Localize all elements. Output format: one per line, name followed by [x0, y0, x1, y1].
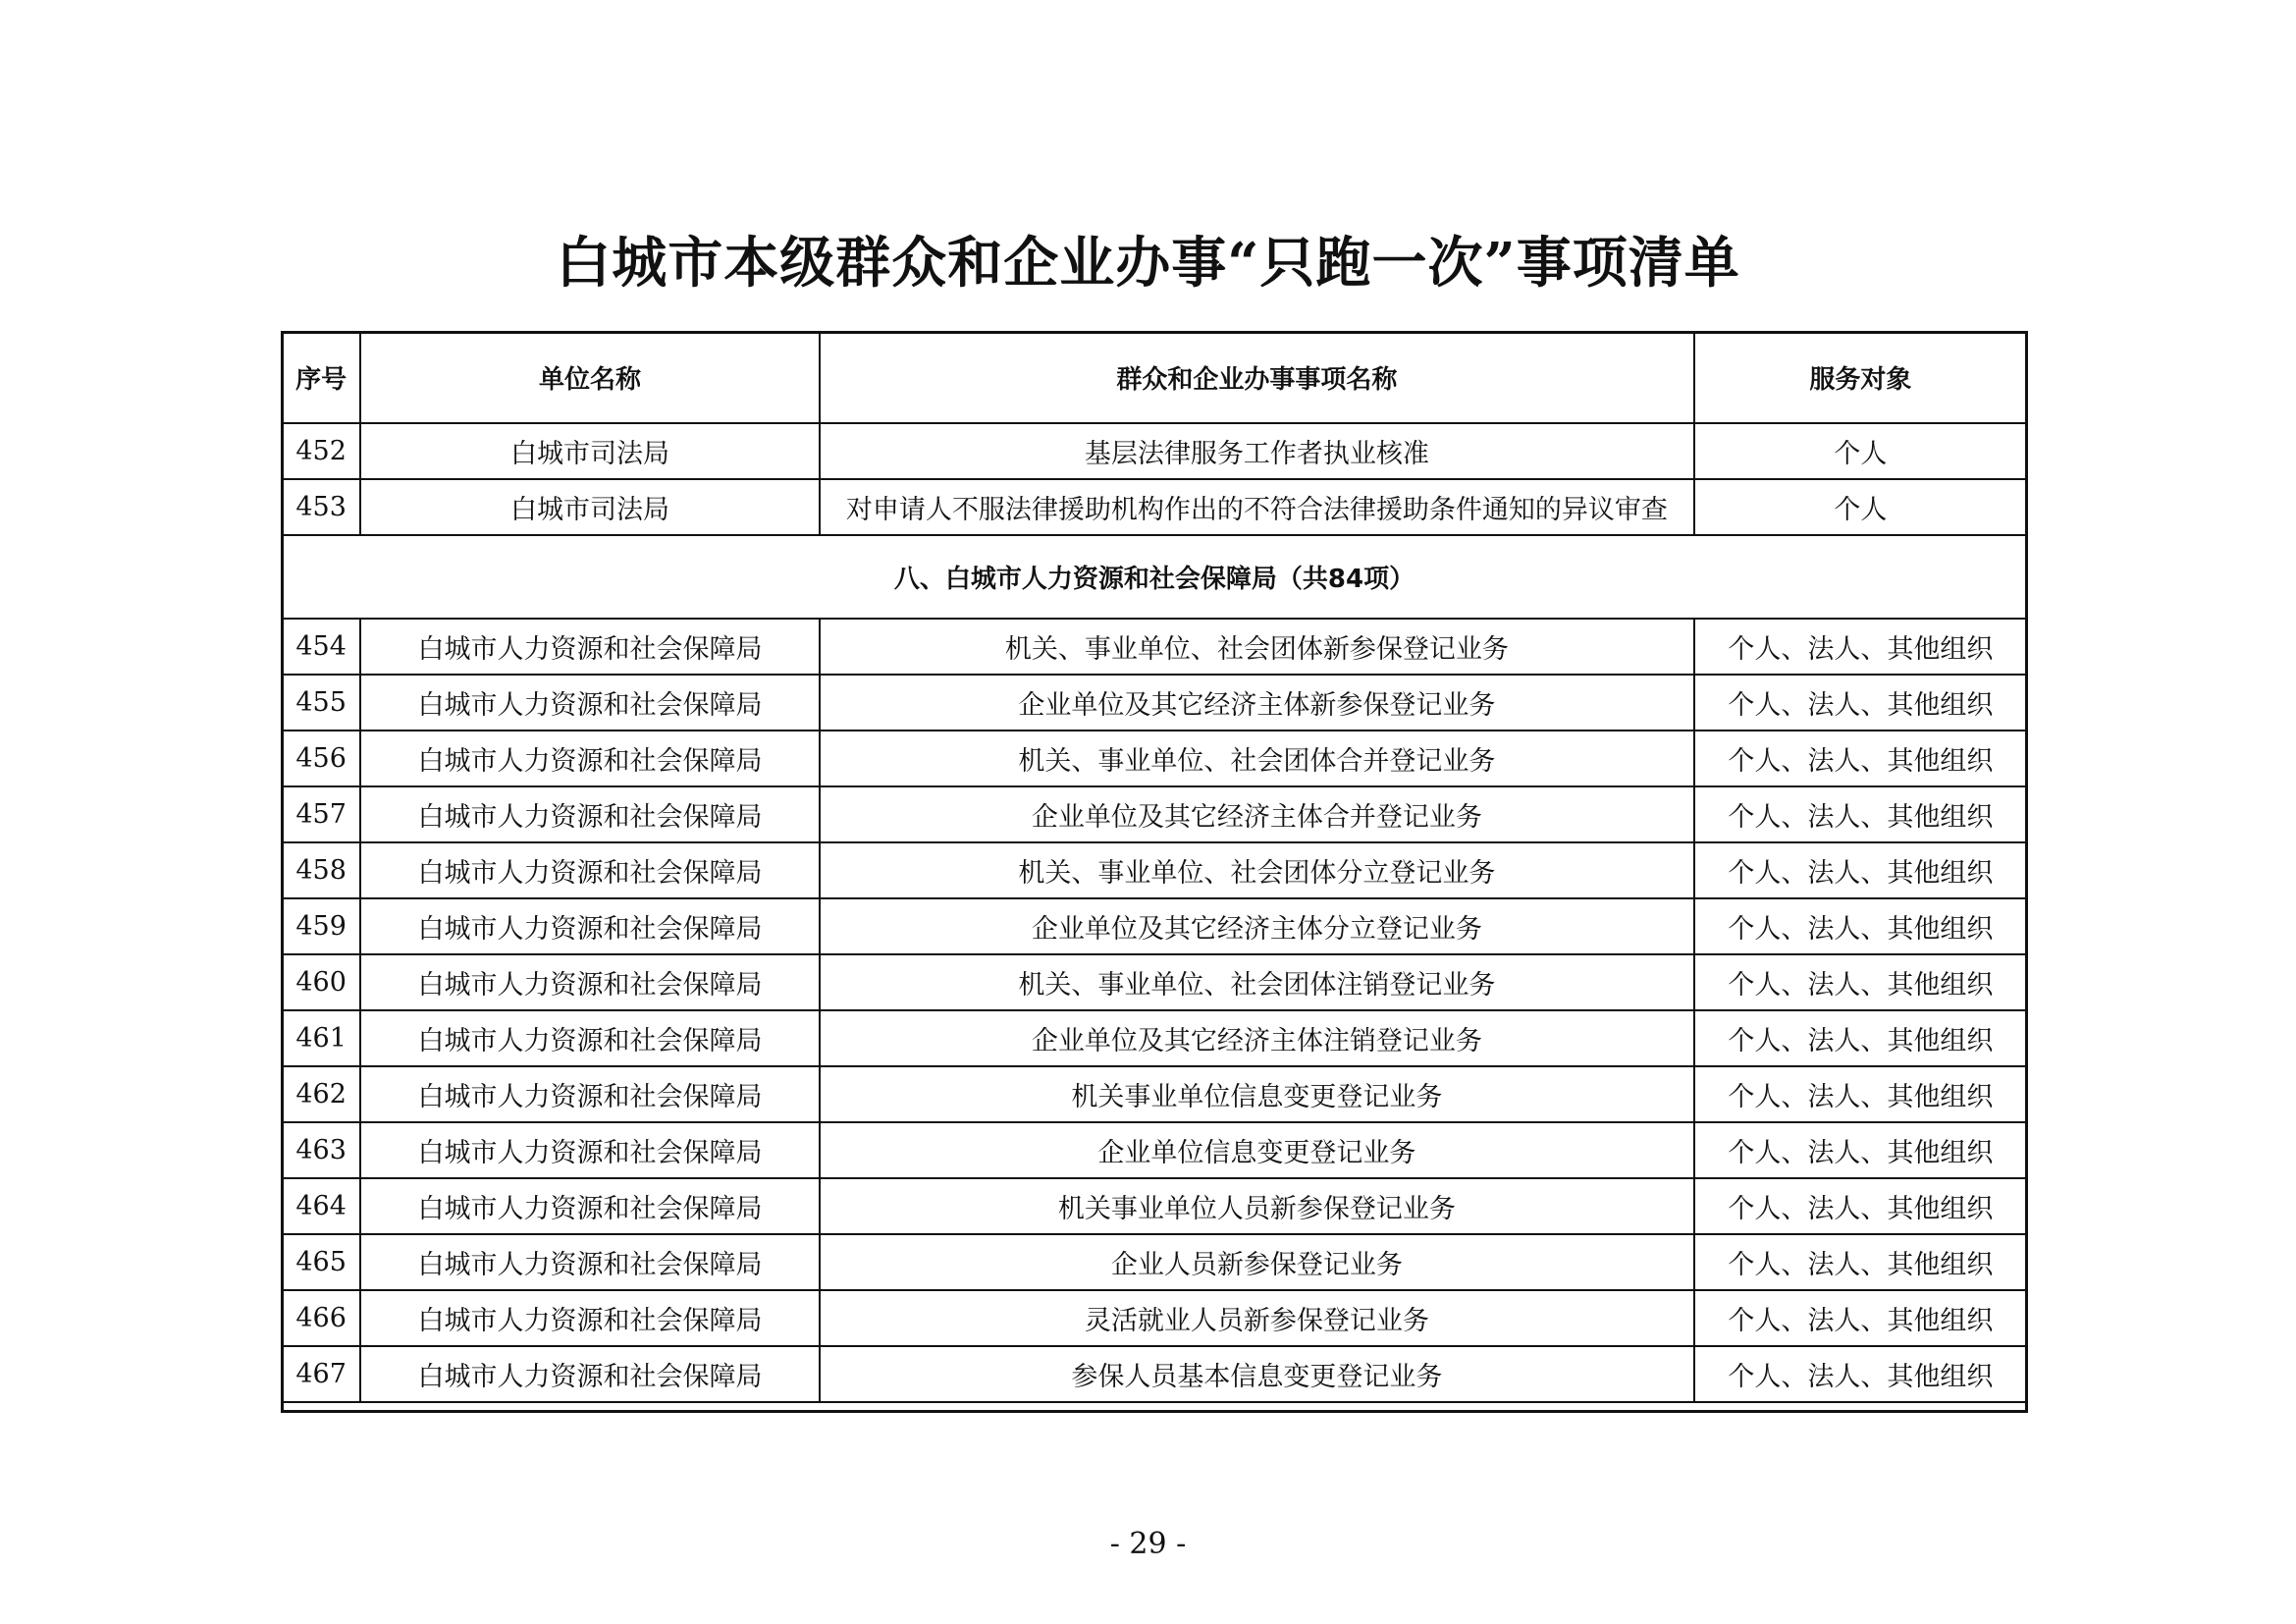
- cell-unit: 白城市人力资源和社会保障局: [360, 675, 820, 731]
- header-no: 序号: [282, 332, 360, 423]
- cell-no: 453: [282, 479, 360, 535]
- cell-target: 个人、法人、其他组织: [1694, 1346, 2027, 1402]
- cell-target: 个人、法人、其他组织: [1694, 1010, 2027, 1066]
- cell-no: 454: [282, 619, 360, 675]
- cell-target: 个人、法人、其他组织: [1694, 1234, 2027, 1290]
- cell-target: 个人、法人、其他组织: [1694, 786, 2027, 842]
- cell-item: 机关、事业单位、社会团体新参保登记业务: [820, 619, 1694, 675]
- cell-target: 个人、法人、其他组织: [1694, 1178, 2027, 1234]
- cell-target: 个人、法人、其他组织: [1694, 1290, 2027, 1346]
- cell-unit: 白城市人力资源和社会保障局: [360, 786, 820, 842]
- cell-unit: 白城市司法局: [360, 479, 820, 535]
- cell-target: 个人: [1694, 479, 2027, 535]
- table-row: [282, 675, 2027, 731]
- cell-item: 机关、事业单位、社会团体分立登记业务: [820, 842, 1694, 898]
- cell-target: 个人、法人、其他组织: [1694, 954, 2027, 1010]
- cell-target: 个人、法人、其他组织: [1694, 731, 2027, 786]
- table-row: [282, 1234, 2027, 1290]
- cell-item: 企业单位信息变更登记业务: [820, 1122, 1694, 1178]
- cell-target: 个人、法人、其他组织: [1694, 1122, 2027, 1178]
- table-row: [282, 1066, 2027, 1122]
- cell-target: 个人、法人、其他组织: [1694, 842, 2027, 898]
- cell-no: 458: [282, 842, 360, 898]
- page-title: 白城市本级群众和企业办事“只跑一次”事项清单: [556, 231, 1740, 296]
- header-target: 服务对象: [1694, 332, 2027, 423]
- cell-item: 基层法律服务工作者执业核准: [820, 423, 1694, 479]
- table-row: [282, 479, 2027, 535]
- table-body-before-section: [282, 423, 2027, 535]
- cell-no: 462: [282, 1066, 360, 1122]
- cell-no: 460: [282, 954, 360, 1010]
- cell-no: 456: [282, 731, 360, 786]
- cell-item: 企业单位及其它经济主体注销登记业务: [820, 1010, 1694, 1066]
- cell-item: 灵活就业人员新参保登记业务: [820, 1290, 1694, 1346]
- cell-item: 机关、事业单位、社会团体注销登记业务: [820, 954, 1694, 1010]
- cell-target: 个人、法人、其他组织: [1694, 675, 2027, 731]
- table-row: [282, 731, 2027, 786]
- table-row: [282, 423, 2027, 479]
- cell-unit: 白城市人力资源和社会保障局: [360, 842, 820, 898]
- table-row: [282, 1010, 2027, 1066]
- table-row: [282, 619, 2027, 675]
- cell-unit: 白城市人力资源和社会保障局: [360, 1010, 820, 1066]
- cell-no: 461: [282, 1010, 360, 1066]
- cell-unit: 白城市人力资源和社会保障局: [360, 619, 820, 675]
- header-item: 群众和企业办事事项名称: [820, 332, 1694, 423]
- cell-target: 个人、法人、其他组织: [1694, 619, 2027, 675]
- cell-unit: 白城市人力资源和社会保障局: [360, 1290, 820, 1346]
- table-row: [282, 786, 2027, 842]
- cell-unit: 白城市人力资源和社会保障局: [360, 898, 820, 954]
- cell-item: 参保人员基本信息变更登记业务: [820, 1346, 1694, 1402]
- table-row: [282, 1290, 2027, 1346]
- table-header-row: [282, 332, 2027, 423]
- header-unit: 单位名称: [360, 332, 820, 423]
- table-row: [282, 898, 2027, 954]
- cell-item: 机关事业单位信息变更登记业务: [820, 1066, 1694, 1122]
- cell-target: 个人、法人、其他组织: [1694, 898, 2027, 954]
- cell-no: 457: [282, 786, 360, 842]
- section-heading: 八、白城市人力资源和社会保障局（共84项）: [282, 535, 2027, 619]
- cell-no: 467: [282, 1346, 360, 1402]
- cell-unit: 白城市司法局: [360, 423, 820, 479]
- cell-target: 个人: [1694, 423, 2027, 479]
- cell-no: 466: [282, 1290, 360, 1346]
- table-row: [282, 842, 2027, 898]
- cell-no: 455: [282, 675, 360, 731]
- cell-no: 463: [282, 1122, 360, 1178]
- table-row: [282, 954, 2027, 1010]
- cell-item: 企业单位及其它经济主体新参保登记业务: [820, 675, 1694, 731]
- cell-item: 企业单位及其它经济主体分立登记业务: [820, 898, 1694, 954]
- cell-no: 464: [282, 1178, 360, 1234]
- cell-item: 机关、事业单位、社会团体合并登记业务: [820, 731, 1694, 786]
- cell-no: 452: [282, 423, 360, 479]
- cell-unit: 白城市人力资源和社会保障局: [360, 954, 820, 1010]
- page-number: - 29 -: [1109, 1527, 1187, 1561]
- table-row: [282, 1122, 2027, 1178]
- cell-target: 个人、法人、其他组织: [1694, 1066, 2027, 1122]
- cell-item: 企业人员新参保登记业务: [820, 1234, 1694, 1290]
- cell-no: 465: [282, 1234, 360, 1290]
- cell-unit: 白城市人力资源和社会保障局: [360, 1066, 820, 1122]
- cell-unit: 白城市人力资源和社会保障局: [360, 1346, 820, 1402]
- cell-unit: 白城市人力资源和社会保障局: [360, 1234, 820, 1290]
- matters-table: [281, 331, 2028, 1403]
- cell-item: 企业单位及其它经济主体合并登记业务: [820, 786, 1694, 842]
- cell-unit: 白城市人力资源和社会保障局: [360, 1122, 820, 1178]
- section-row: [282, 535, 2027, 619]
- cell-item: 对申请人不服法律援助机构作出的不符合法律援助条件通知的异议审查: [820, 479, 1694, 535]
- cell-no: 459: [282, 898, 360, 954]
- cell-item: 机关事业单位人员新参保登记业务: [820, 1178, 1694, 1234]
- table-body-after-section: [282, 619, 2027, 1402]
- cell-unit: 白城市人力资源和社会保障局: [360, 731, 820, 786]
- table-row: [282, 1178, 2027, 1234]
- table-row: [282, 1346, 2027, 1402]
- cell-unit: 白城市人力资源和社会保障局: [360, 1178, 820, 1234]
